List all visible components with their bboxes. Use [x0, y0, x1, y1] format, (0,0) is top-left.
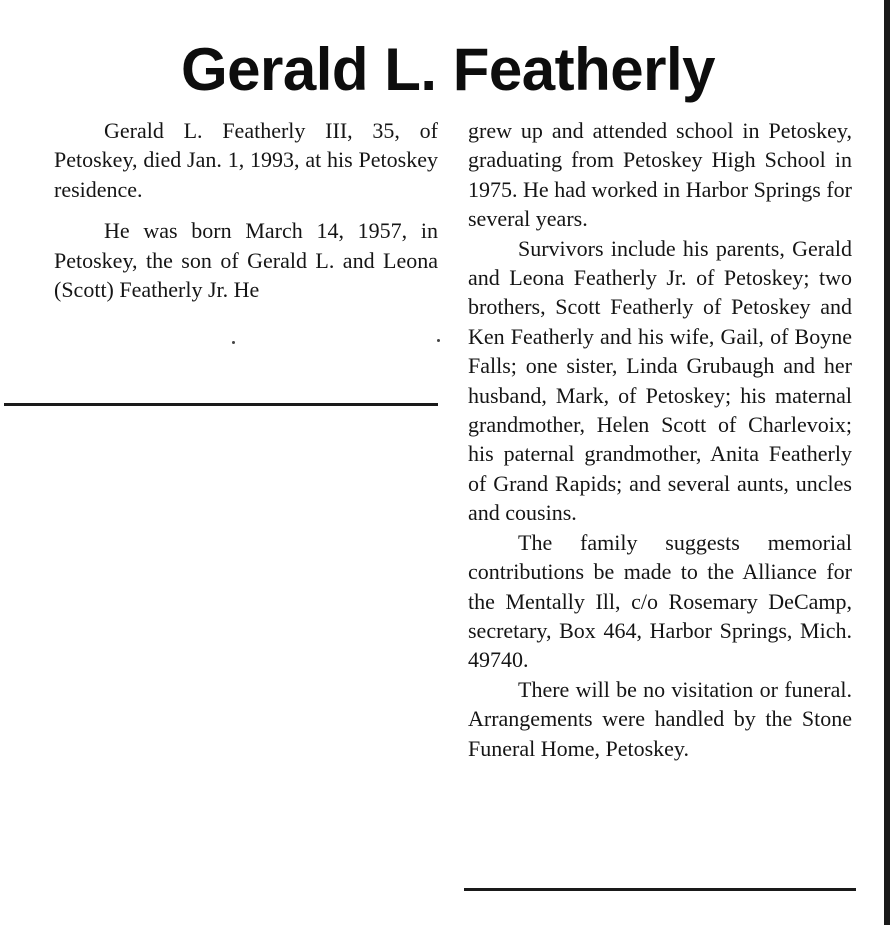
print-speck	[232, 341, 235, 344]
paragraph-death-notice: Gerald L. Featherly III, 35, of Petoskey, died Jan. 1, 1993, at his Petoskey residence.	[54, 118, 438, 202]
left-column-divider	[4, 403, 438, 406]
obituary-headline: Gerald L. Featherly	[180, 36, 715, 103]
clipping-edge-rule	[884, 0, 890, 925]
paragraph-arrangements: There will be no visitation or funeral. Arrangements were handled by the Stone Funeral Home, Petoskey.	[468, 676, 852, 761]
paragraph-memorial: The family suggests memorial contributions be made to the Alliance for the Mentally Ill, c/o Rosemary DeCamp, secretary, Box 464, Harbor Springs, Mich. 49740.	[468, 529, 852, 673]
right-column	[468, 116, 852, 763]
paragraph-survivors: Survivors include his parents, Gerald and Leona Featherly Jr. of Petoskey; two brothers, Scott Featherly of Petoskey and Ken Featherly and his wife, Gail, of Boyne Falls; one sister, Linda Grubaugh and her husband, Mark, of Petoskey; his maternal grandmother, Helen Scott of Charlevoix; his paternal grandmother, Anita Featherly of Grand Rapids; and several aunts, uncles and cousins.	[468, 235, 852, 526]
paragraph-birth: He was born March 14, 1957, in Petoskey, the son of Gerald L. and Leona (Scott) Featherly Jr. He	[54, 218, 438, 303]
left-column	[54, 116, 438, 304]
right-column-divider	[464, 888, 856, 891]
print-speck	[437, 339, 440, 342]
paragraph-education: grew up and attended school in Petoskey, graduating from Petoskey High School in 1975. He had worked in Harbor Springs for several years.	[468, 118, 852, 232]
